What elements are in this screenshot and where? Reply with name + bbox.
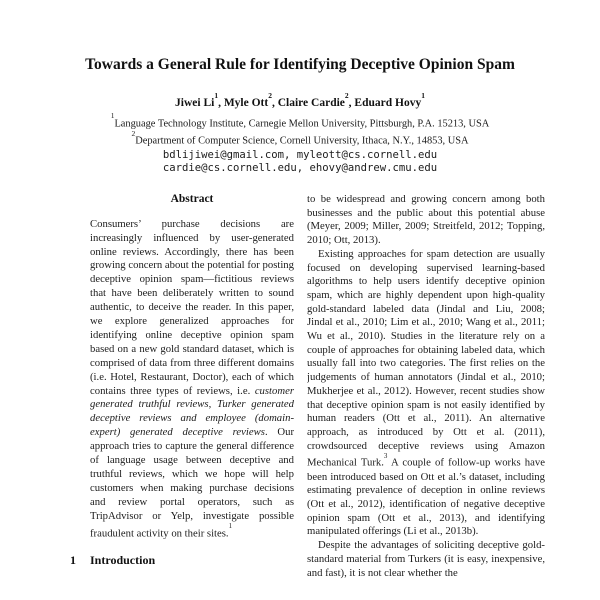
abstract-heading: Abstract bbox=[170, 193, 214, 205]
abstract-text-italic: customer generated truthful reviews, Turker generated deceptive reviews and employee (domain-expert) generated deceptive reviews bbox=[90, 384, 294, 439]
author-affiliation-marker: 2 bbox=[344, 90, 349, 100]
section-title: Introduction bbox=[90, 553, 156, 568]
affiliation-text: Language Technology Institute, Carnegie Mellon University, Pittsburgh, P.A. 15213, USA bbox=[114, 118, 490, 130]
author-emails bbox=[0, 149, 600, 176]
affiliation-line bbox=[0, 113, 600, 130]
author-affiliation-marker: 2 bbox=[268, 90, 272, 100]
right-column bbox=[307, 193, 545, 600]
author-name: Myle Ott bbox=[223, 96, 269, 109]
affiliation-line bbox=[0, 130, 600, 147]
footnote-marker: 3 bbox=[383, 451, 388, 460]
footnote-marker: 1 bbox=[228, 522, 233, 531]
author-affiliation-marker: 1 bbox=[421, 90, 425, 100]
body-paragraph-clipped: Despite the advantages of soliciting deceptive gold-standard material from Turkers (it is easy, inexpensive, and fast), it is not clear whether the bbox=[307, 539, 545, 579]
section-number: 1 bbox=[70, 553, 76, 568]
paper-header bbox=[0, 56, 600, 176]
author-name: Claire Cardie bbox=[277, 96, 345, 109]
body-paragraph: to be widespread and growing concern among both businesses and the public about this potential abuse (Meyer, 2009; Miller, 2009; Streitfeld, 2012; Topping, 2010; Ott, 2013). bbox=[307, 193, 545, 247]
affiliation-text: Department of Computer Science, Cornell University, Ithaca, N.Y., 14853, USA bbox=[135, 135, 469, 147]
section-heading-introduction bbox=[70, 554, 302, 568]
author-line bbox=[0, 90, 600, 109]
paper-title: Towards a General Rule for Identifying Deceptive Opinion Spam bbox=[85, 56, 515, 73]
author-separator: , bbox=[218, 96, 224, 109]
author-name: Eduard Hovy bbox=[354, 96, 422, 109]
affiliation-marker: 2 bbox=[131, 128, 136, 138]
paragraph-text: Existing approaches for spam detection are usually focused on developing supervised learning-based algorithms to help users identify deceptive opinion spam, which are highly dependent upon high-quality gold-standard labeled data (Jindal and Liu, 2008; Jindal et al., 2010; Lim et al., 2010; Wang et al., 2011; Wu et al., 2010). Studies in the literature rely on a couple of approaches for obtaining labeled data, which usually fall into two categories. The first relies on the judgements of human annotators (Jindal et al., 2010; Mukherjee et al., 2012). However, recent studies show that deceptive opinion spam is not easily identified by human readers (Ott et al., 2011). An alternative approach, as introduced by Ott et al. (2011), crowdsourced deceptive reviews using Amazon Mechanical Turk. bbox=[307, 247, 545, 469]
left-column bbox=[70, 191, 302, 600]
author-name: Jiwei Li bbox=[175, 96, 215, 109]
abstract-text: . Our approach tries to capture the general difference of language usage between deceptive and truthful reviews, which we hope will help customers when making purchase decisions and review portal operators, such as TripAdvisor or Yelp, investigate possible fraudulent activity on their sites. bbox=[90, 426, 295, 540]
author-separator: , bbox=[348, 96, 355, 109]
abstract-text: Consumers’ purchase decisions are increasingly influenced by user-generated online reviews. Accordingly, there has been growing concern about the potential for posting deceptive opinion spam—fictitious reviews that have been deliberately written to sound authentic, to deceive the reader. In this paper, we explore generalized approaches for identifying online deceptive opinion spam based on a new gold standard dataset, which is comprised of data from three different domains (i.e. Hotel, Restaurant, Doctor), each of which contains three types of reviews, i.e. bbox=[90, 217, 294, 397]
email-line: bdlijiwei@gmail.com, myleott@cs.cornell.edu bbox=[162, 148, 438, 161]
author-affiliation-marker: 1 bbox=[214, 90, 219, 100]
affiliation-marker: 1 bbox=[110, 111, 115, 121]
email-line: cardie@cs.cornell.edu, ehovy@andrew.cmu.edu bbox=[162, 162, 438, 175]
paragraph-text: A couple of follow-up works have been introduced based on Ott et al.’s dataset, including estimating prevalence of deception in online reviews (Ott et al., 2012), identification of negative deceptive opinion spam (Ott et al., 2013), and identifying manipulated offerings (Li et al., 2013b). bbox=[307, 456, 545, 538]
abstract-body bbox=[90, 218, 294, 541]
author-separator: , bbox=[271, 96, 278, 109]
body-paragraph bbox=[307, 248, 545, 539]
